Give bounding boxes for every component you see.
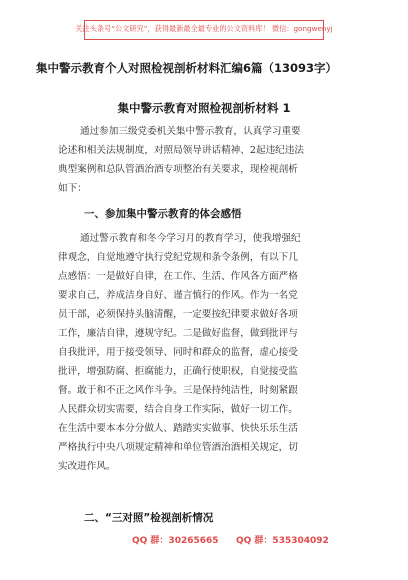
- text-line: 督。敢于和不正之风作斗争。三是保持纯洁性，时刻紧跟: [58, 385, 298, 396]
- text-line: 员干部，必须保持头脑清醒，一定要按纪律要求做好各项: [58, 309, 298, 320]
- text-line: 在生活中要本本分分做人、踏踏实实做事、快快乐乐生活: [58, 423, 298, 434]
- text-line: 典型案例和总队管酒治酒专项整治有关要求，现检视剖析: [58, 164, 298, 175]
- text-line: 通过警示教育和冬今学习月的教育学习，使我增强纪: [80, 233, 301, 244]
- text-line: 点感悟：一是做好自律，在工作、生活、作风各方面严格: [58, 271, 298, 282]
- text-line: 律观念，自觉地遵守执行党纪党规和条令条例，有以下几: [58, 252, 298, 263]
- text-line: 要求自己，养成洁身自好、谨言慎行的作风。作为一名党: [58, 290, 298, 301]
- header-banner: [0, 20, 408, 42]
- intro-paragraph: [58, 122, 358, 198]
- text-line: 人民群众切实需要，结合自身工作实际，做好一切工作。: [58, 404, 298, 415]
- qq-group-2: QQ 群：535304092: [236, 536, 329, 546]
- text-line: 批评，增强防腐、拒腐能力，正确行使职权，自觉接受监: [58, 366, 298, 377]
- body-paragraph: [58, 229, 358, 476]
- banner-text: 关注头条号“公文研究”，获得最新最全最专业的公文资料库！ 微信：gongwenyj: [75, 24, 333, 33]
- qq-group-1: QQ 群：30265665: [132, 536, 219, 546]
- footer: [0, 533, 408, 549]
- text-line: 如下：: [58, 183, 87, 194]
- heading-1: 一、参加集中警示教育的体会感悟: [84, 208, 242, 220]
- section-title: 集中警示教育对照检视剖析材料 1: [117, 101, 291, 115]
- text-line: 工作，廉洁自律，遵规守纪。二是做好监督，做到批评与: [58, 328, 298, 339]
- text-line: 通过参加三级党委机关集中警示教育，认真学习重要: [80, 126, 301, 137]
- text-line: 自我批评，用于接受领导、同时和群众的监督，虚心接受: [58, 347, 298, 358]
- text-line: 严格执行中央八项规定精神和单位管酒治酒相关规定，切: [58, 442, 298, 453]
- text-line: 实改进作风。: [58, 461, 116, 472]
- text-line: 论述和相关法规制度，对照局领导讲话精神、2起违纪违法: [58, 145, 304, 156]
- document-title: 集中警示教育个人对照检视剖析材料汇编6篇（13093字）: [36, 61, 338, 75]
- heading-2: 二、“三对照”检视剖析情况: [84, 512, 214, 524]
